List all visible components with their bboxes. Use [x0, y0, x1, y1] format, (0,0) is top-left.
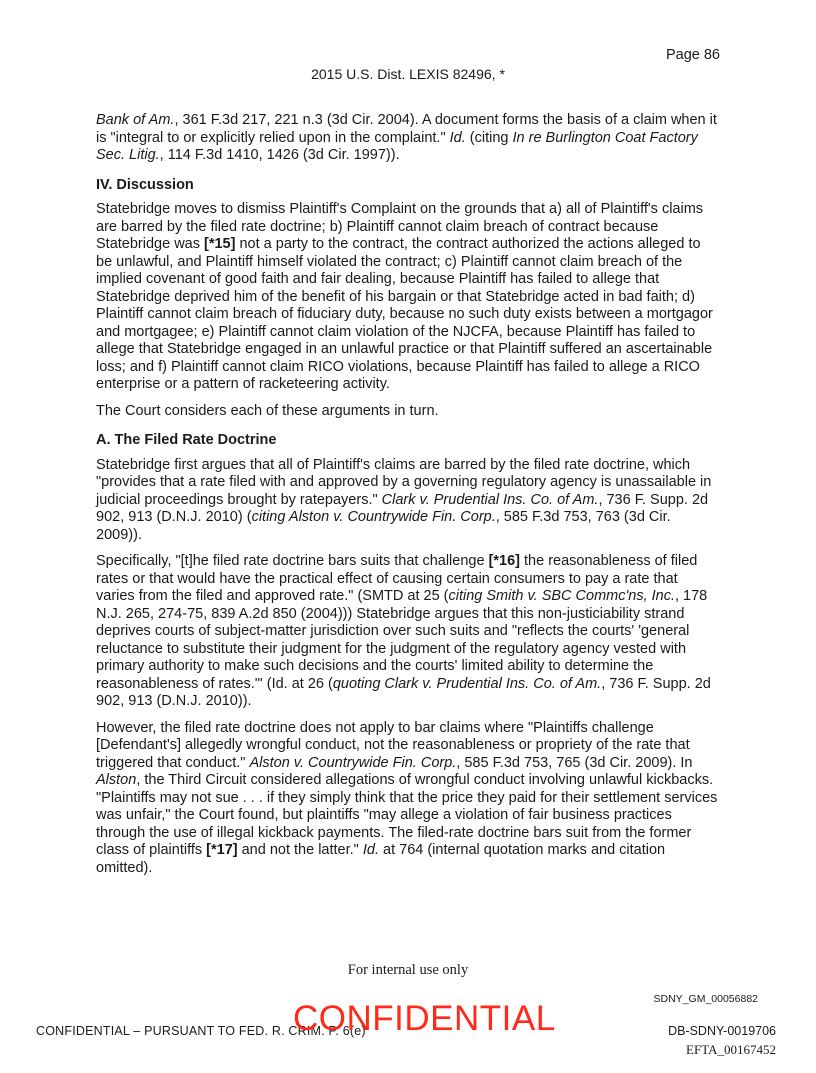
paragraph-however: However, the filed rate doctrine does not apply to bar claims where "Plaintiffs challenge [Defendant's] allegedly wrongful conduct, not the reasonableness or propriety of the rate that triggered that conduct." Alston v. Countrywide Fin. Corp., 585 F.3d 753, 765 (3d Cir. 2009). In Alston, the Third Circuit considered allegations of wrongful conduct involving unlawful kickbacks. "Plaintiffs may not sue . . . if they simply think that the price they paid for their settlement services was unfair," the Court found, but plaintiffs "may allege a violation of fair business practices through the use of illegal kickback payments. The filed-rate doctrine bars suit from the former class of plaintiffs [*17] and not the latter." Id. at 764 (internal quotation marks and citation omitted). [96, 719, 718, 876]
page-number: Page 86 [665, 47, 720, 63]
internal-use-notice: For internal use only [347, 962, 469, 978]
paragraph-court-considers: The Court considers each of these arguments in turn. [96, 402, 439, 419]
paragraph-motion-grounds: Statebridge moves to dismiss Plaintiff's Complaint on the grounds that a) all of Plaintiff's claims are barred by the filed rate doctrine; b) Plaintiff cannot claim breach of contract because Statebridge was [*15] not a party to the contract, the contract authorized the actions alleged to be unlawful, and Plaintiff himself violated the contract; c) Plaintiff cannot claim breach of the implied covenant of good faith and fair dealing, because Plaintiff has failed to allege that Statebridge deprived him of the benefit of his bargain or that Statebridge acted in bad faith; d) Plaintiff cannot claim breach of fiduciary duty, because no such duty exists between a mortgagor and mortgagee; e) Plaintiff cannot claim violation of the NJCFA, because Plaintiff has failed to allege that Statebridge engaged in an unlawful practice or that Plaintiff suffered an ascertainable loss; and f) Plaintiff cannot claim RICO violations, because Plaintiff has failed to allege a RICO enterprise or a pattern of racketeering activity. [96, 201, 713, 392]
bates-number-db-sdny: DB-SDNY-0019706 [668, 1024, 776, 1038]
paragraph-filed-rate-intro: Statebridge first argues that all of Plaintiff's claims are barred by the filed rate doctrine, which "provides that a rate filed with and approved by a governing regulatory agency is unassailable in judicial proceedings brought by ratepayers." Clark v. Prudential Ins. Co. of Am., 736 F. Supp. 2d 902, 913 (D.N.J. 2010) (citing Alston v. Countrywide Fin. Corp., 585 F.3d 753, 763 (3d Cir. 2009)). [96, 456, 712, 543]
heading-filed-rate-doctrine: A. The Filed Rate Doctrine [96, 432, 277, 448]
confidential-notice: CONFIDENTIAL – PURSUANT TO FED. R. CRIM. P. 6(e) [36, 1024, 366, 1038]
paragraph-specifically: Specifically, "[t]he filed rate doctrine bars suits that challenge [*16] the reasonableness of filed rates or that would have the practical effect of causing certain consumers to pay a rate that varies from the filed and approved rate." (SMTD at 25 (citing Smith v. SBC Commc'ns, Inc., 178 N.J. 265, 274-75, 839 A.2d 850 (2004))) Statebridge argues that this non-justiciability strand deprives courts of subject-matter jurisdiction over such suits and "reflects the courts' 'general reluctance to substitute their judgment for the judgment of the regulatory agency vested with primary authority to make such decisions and the courts' limited ability to determine the reasonableness of rates.'" (Id. at 26 (quoting Clark v. Prudential Ins. Co. of Am., 736 F. Supp. 2d 902, 913 (D.N.J. 2010)). [96, 553, 711, 709]
paragraph-bank-of-am: Bank of Am., 361 F.3d 217, 221 n.3 (3d Cir. 2004). A document forms the basis of a claim when it is "integral to or explicitly relied upon in the complaint." Id. (citing In re Burlington Coat Factory Sec. Litig., 114 F.3d 1410, 1426 (3d Cir. 1997)). [96, 112, 717, 163]
star-page-15: [*15] [204, 236, 236, 252]
efta-number: EFTA_00167452 [686, 1042, 776, 1057]
star-page-16: [*16] [488, 553, 520, 569]
bates-number-sdny-gm: SDNY_GM_00056882 [653, 993, 758, 1005]
confidential-stamp: CONFIDENTIAL [293, 999, 556, 1038]
document-body [96, 112, 720, 886]
heading-discussion: IV. Discussion [96, 176, 194, 193]
case-citation-header: 2015 U.S. Dist. LEXIS 82496, * [311, 66, 505, 82]
star-page-17: [*17] [206, 842, 238, 858]
